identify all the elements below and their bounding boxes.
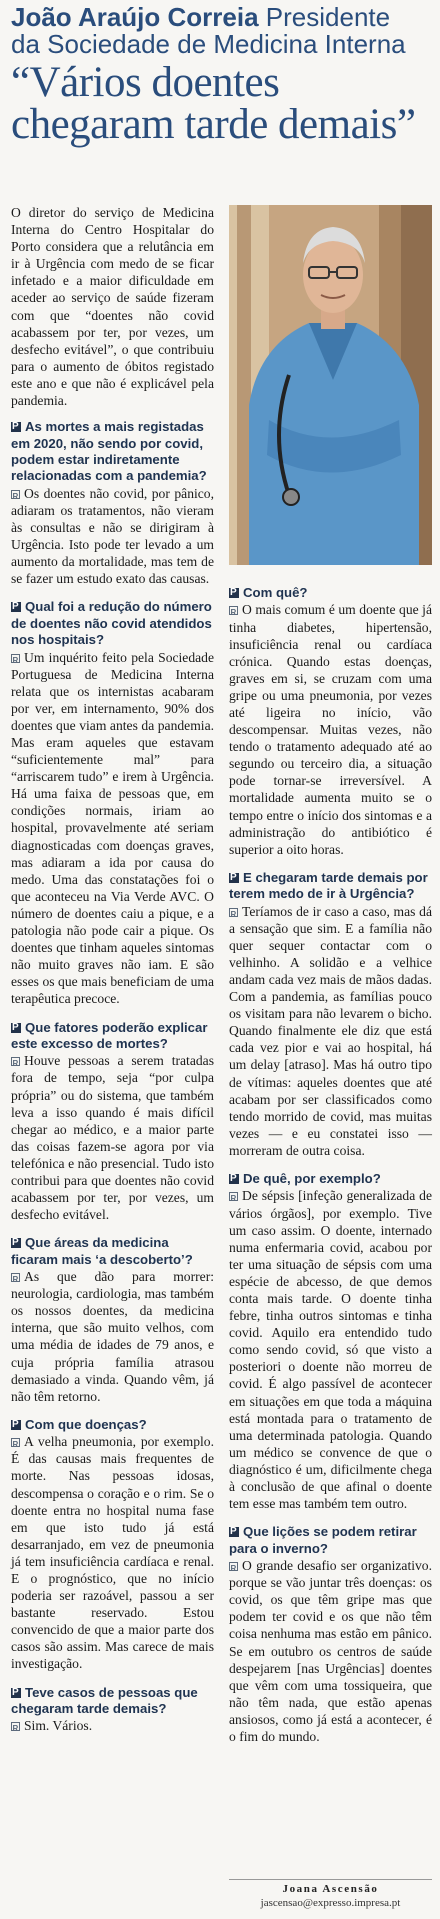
answer-marker-icon [11, 1057, 20, 1066]
answer: RO mais comum é um doente que já tinha diabetes, hipertensão, insuficiência renal ou cardíaca crónica. Quando estas doenças, graves em si, se cruzam com uma gripe ou uma pneumonia, por vezes até ligeira no início, vão descompensar. Muitas vezes, não tendo o tratamento adequado até ao segundo ou terceiro dia, a situação pode tornar-se irreversível. A mortalidade aumenta muito se o tempo entre o início dos sintomas e a administração do antibiótico é superior a oito horas. [229, 601, 432, 857]
question-marker-icon [11, 1688, 21, 1698]
byline-rule [229, 1879, 432, 1880]
portrait-photo [229, 205, 432, 565]
interviewee-line [11, 4, 429, 58]
author-email: jascensao@expresso.impresa.pt [260, 1897, 401, 1909]
qa-block [229, 1171, 432, 1512]
qa-block [11, 599, 214, 1007]
answer: RO grande desafio ser organizativo. porque se vão juntar três doenças: os covid, os que têm gripe mas que podem ter covid e os que não têm coisa nenhuma mas estão em pânico. Se em outubro os centros de saúde despejarem [nas Urgências] doentes que vêm com uma tossiqueira, que não têm nada, que estão apenas ansiosos, como já está a acontecer, é o fim do mundo. [229, 1557, 432, 1745]
interviewee-role: Presidente [265, 2, 391, 32]
answer: RDe sépsis [infeção generalizada de vários órgãos], por exemplo. Tive um caso assim. O doente, internado numa enfermaria covid, acabou por ter uma situação de sépsis com uma espécie de abcesso, de que demos conta mais tarde. O doente tinha febre, tinha outros sintomas e tinha covid. Aquilo era entendido tudo como sendo covid, só que visto a posteriori o doente não morreu de covid. É algo passível de acontecer em situações em que toda a máquina está montada para o tratamento de uma determinada patologia. Quando um médico se convence de que o diagnóstico é um, dificilmente chega à conclusão de que afinal o doente tem esse mas também tem outro. [229, 1187, 432, 1512]
question-marker-icon [11, 1420, 21, 1430]
qa-block [11, 1685, 214, 1735]
answer-marker-icon [11, 654, 20, 663]
qa-block [229, 585, 432, 858]
question: PQue áreas da medicina ficaram mais ‘a descoberto’? [11, 1235, 214, 1268]
left-column [11, 204, 214, 1746]
right-column [229, 585, 432, 1757]
answer-marker-icon [11, 490, 20, 499]
author-name: Joana Ascensão [282, 1883, 379, 1895]
question: PQual foi a redução do número de doentes não covid atendidos nos hospitais? [11, 599, 214, 648]
answer: RAs que dão para morrer: neurologia, cardiologia, mas também os nossos doentes, da medicina interna, que são muito velhos, com uma média de idades de 79 anos, e cuja própria família atrasou demasiado a vinda. Quando vêm, já não têm retorno. [11, 1268, 214, 1405]
article-header [11, 4, 429, 146]
answer-marker-icon [11, 1438, 20, 1447]
question: PCom que doenças? [11, 1417, 214, 1433]
answer-marker-icon [11, 1722, 20, 1731]
question: PQue lições se podem retirar para o inverno? [229, 1524, 432, 1557]
answer: RHouve pessoas a serem tratadas fora de tempo, seja “por culpa própria” ou do sistema, que também leva a isso quando é mais difícil chegar ao médico, e a maior parte das coisas fazem-se agora por via telefónica e não presencial. Tudo isto contribui para que doentes não covid acabassem por ter, por vezes, um desfecho evitável. [11, 1052, 214, 1223]
interviewee-name: João Araújo Correia [11, 2, 259, 32]
question: PAs mortes a mais registadas em 2020, não sendo por covid, podem estar indiretamente relacionadas com a pandemia? [11, 419, 214, 485]
question-marker-icon [229, 873, 239, 883]
answer: RSim. Vários. [11, 1717, 214, 1734]
question-marker-icon [229, 1527, 239, 1537]
question: PDe quê, por exemplo? [229, 1171, 432, 1187]
question-marker-icon [11, 602, 21, 612]
qa-block [11, 1020, 214, 1224]
question-marker-icon [11, 1023, 21, 1033]
answer-marker-icon [11, 1273, 20, 1282]
answer-marker-icon [229, 908, 238, 917]
question: PQue fatores poderão explicar este excesso de mortes? [11, 1020, 214, 1053]
question-marker-icon [229, 1174, 239, 1184]
qa-block [229, 1524, 432, 1745]
answer: RTeríamos de ir caso a caso, mas dá a sensação que sim. E a família não quer sequer contactar com o velhinho. A solidão e a velhice andam cada vez mais de mãos dadas. Com a pandemia, as famílias pouco os visitam para não levarem o bicho. Quando finalmente ele diz que está cada vez pior e vai ao hospital, há um delay [atraso]. Mas há outro tipo de vítimas: aqueles doentes que até acabam por ser classificados como tendo morrido de covid, mas muitas vezes — e eu constatei isso — morreram de outra coisa. [229, 903, 432, 1159]
byline [229, 1883, 432, 1909]
question-marker-icon [229, 588, 239, 598]
question: PE chegaram tarde demais por terem medo de ir à Urgência? [229, 870, 432, 903]
answer-marker-icon [229, 606, 238, 615]
qa-block [229, 870, 432, 1159]
qa-block [11, 1417, 214, 1673]
question: PTeve casos de pessoas que chegaram tarde demais? [11, 1685, 214, 1718]
answer-marker-icon [229, 1562, 238, 1571]
qa-block [11, 419, 214, 587]
portrait-doctor-icon [229, 205, 432, 565]
question-marker-icon [11, 422, 21, 432]
question: PCom quê? [229, 585, 432, 601]
answer-marker-icon [229, 1192, 238, 1201]
answer: ROs doentes não covid, por pânico, adiaram os tratamentos, não vieram às consultas e não se dirigiram à Urgência. Isto pode ter levado a um aumento da mortalidade, mas tem de se fazer um estudo exato das causas. [11, 485, 214, 588]
answer: RUm inquérito feito pela Sociedade Portuguesa de Medicina Interna relata que os internistas acabaram por ver, em internamento, 90% dos doentes que viam antes da pandemia. Mas eram aqueles que estavam “suficientemente mal” para “arriscarem tudo” e irem à Urgência. Há uma faixa de pessoas que, em condições normais, iriam ao hospital, provavelmente até seriam diagnosticadas com doenças graves, mas adiaram a ida por causa do medo. Uma das constatações foi o que aconteceu na Via Verde AVC. O número de doentes caiu a pique, e a patologia não pode cair a pique. Os doentes que tinham aqueles sintomas não muito graves não iam. E são esses os que mais beneficiam de uma terapêutica precoce. [11, 649, 214, 1008]
question-marker-icon [11, 1238, 21, 1248]
intro-paragraph: O diretor do serviço de Medicina Interna do Centro Hospitalar do Porto considera que a relutância em ir à Urgência com medo de se ficar infetado e a maior dificuldade em aceder ao serviço de saúde fizeram com que “doentes não covid acabassem por ter, por vezes, um desfecho evitável”, o que contribuiu para o aumento de óbitos registado este ano e que não é explicável pela pandemia. [11, 205, 214, 409]
answer: RA velha pneumonia, por exemplo. É das causas mais frequentes de morte. Nas pessoas idosas, descompensa o coração e o rim. Se o doente entra no hospital numa fase em que isto tudo já está desarranjado, em vez de pneumonia já tem insuficiência cardíaca e renal. E o prognóstico, que no início poderia ser razoável, passou a ser bastante reservado. Estou convencido de que a maior parte dos casos são assim. Mas carece de mais investigação. [11, 1433, 214, 1672]
interviewee-role-cont: da Sociedade de Medicina Interna [11, 29, 406, 59]
headline: “Vários doentes chegaram tarde demais” [11, 59, 416, 148]
qa-block [11, 1235, 214, 1405]
